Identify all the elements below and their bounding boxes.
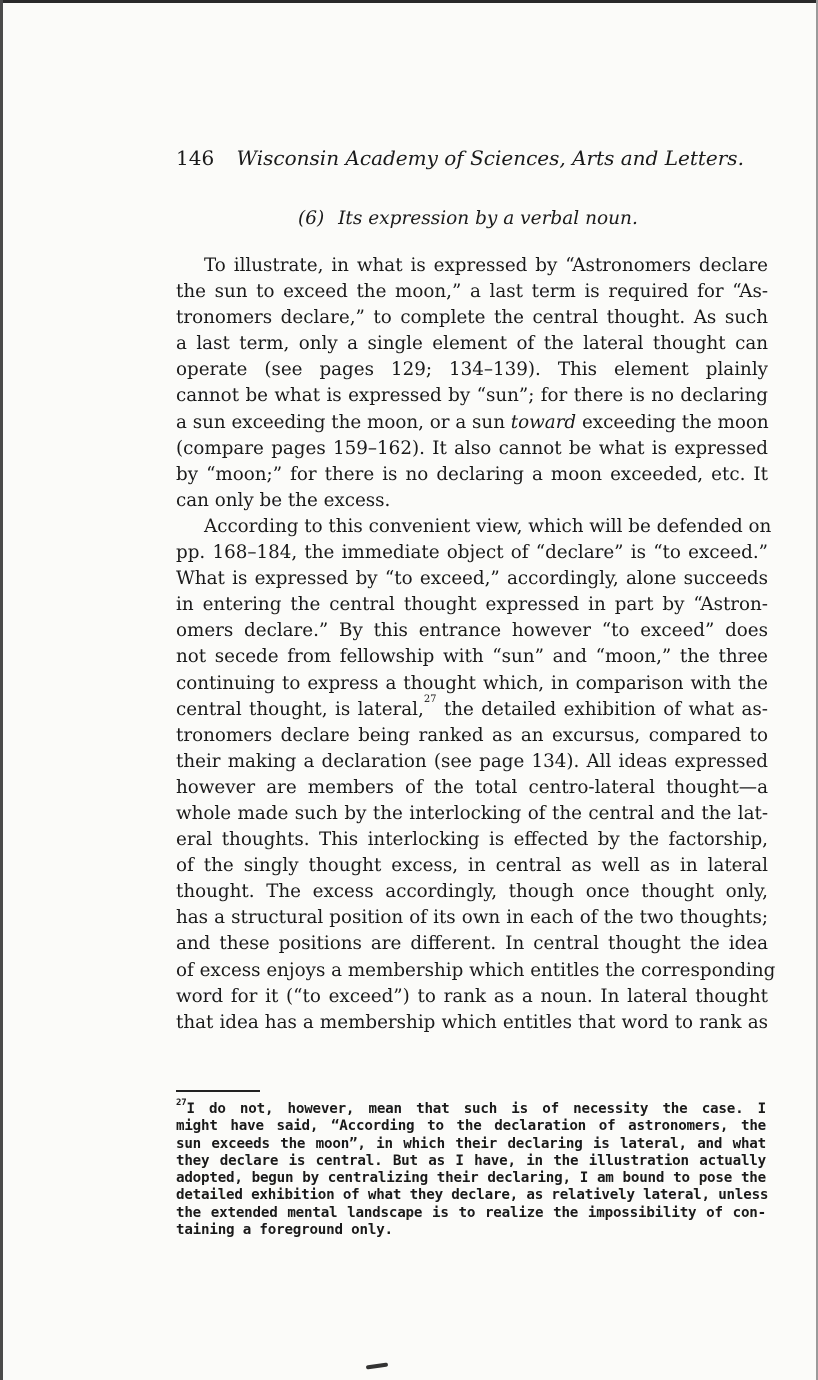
- section-subheading: [298, 208, 638, 229]
- footnote-line: sun exceeds the moon”, in which their declaring is lateral, and what: [176, 1135, 766, 1152]
- body-line: operate (see pages 129; 134–139). This element plainly: [176, 359, 768, 381]
- body-line: tronomers declare being ranked as an excursus, compared to: [176, 724, 768, 746]
- footnote-line: adopted, begun by centralizing their declaring, I am bound to pose the: [176, 1170, 766, 1187]
- body-line: a last term, only a single element of the lateral thought can: [176, 333, 768, 355]
- footnote-line: detailed exhibition of what they declare, as relatively lateral, unless: [176, 1187, 769, 1204]
- emphasis-toward: toward: [510, 411, 577, 433]
- footnote-line: might have said, “According to the declaration of astronomers, the: [176, 1118, 766, 1135]
- body-line: tronomers declare,” to complete the central thought. As such: [176, 307, 768, 329]
- page-number: 146: [176, 146, 215, 170]
- body-line: of the singly thought excess, in central as well as in lateral: [176, 855, 768, 877]
- body-line: According to this convenient view, which will be defended on: [204, 515, 772, 537]
- body-line-part: the detailed exhibition of what as-: [436, 698, 768, 720]
- footnote-marker: 27: [176, 1098, 187, 1108]
- left-edge: [0, 0, 3, 1380]
- body-line: by “moon;” for there is no declaring a moon exceeded, etc. It: [176, 463, 768, 485]
- body-line: cannot be what is expressed by “sun”; for there is no declaring: [176, 385, 768, 407]
- subheading-number: (6): [298, 208, 325, 229]
- body-line: can only be the excess.: [176, 489, 391, 511]
- body-line: [176, 693, 768, 723]
- body-line: that idea has a membership which entitles that word to rank as: [176, 1011, 768, 1033]
- body-line: the sun to exceed the moon,” a last term is required for “As-: [176, 281, 768, 303]
- body-line: word for it (“to exceed”) to rank as a noun. In lateral thought: [176, 985, 768, 1007]
- body-line: What is expressed by “to exceed,” accordingly, alone succeeds: [176, 568, 768, 590]
- body-line: of excess enjoys a membership which entitles the corresponding: [176, 959, 776, 981]
- footnote-line-text: I do not, however, mean that such is of necessity the case. I: [186, 1101, 766, 1117]
- body-line: continuing to express a thought which, in comparison with the: [176, 672, 768, 694]
- body-line: their making a declaration (see page 134). All ideas expressed: [176, 750, 768, 772]
- body-line: thought. The excess accordingly, though once thought only,: [176, 881, 768, 903]
- body-line: however are members of the total centro-lateral thought—a: [176, 776, 768, 798]
- body-line-part: central thought, is lateral,: [176, 698, 424, 720]
- footnote-divider: [176, 1090, 260, 1092]
- body-line: eral thoughts. This interlocking is effected by the factorship,: [176, 829, 768, 851]
- body-line-part: exceeding the moon: [576, 411, 769, 433]
- subheading-title: Its expression by a verbal noun.: [338, 208, 638, 229]
- footnote: [176, 1098, 769, 1239]
- scan-smudge: [366, 1362, 388, 1369]
- footnote-line: [176, 1098, 766, 1118]
- footnote-line: taining a foreground only.: [176, 1222, 393, 1239]
- body-line: has a structural position of its own in each of the two thoughts;: [176, 907, 768, 929]
- body-line: To illustrate, in what is expressed by “Astronomers declare: [204, 255, 768, 276]
- body-line: not secede from fellowship with “sun” and “moon,” the three: [176, 646, 768, 668]
- footnote-line: the extended mental landscape is to realize the impossibility of con-: [176, 1204, 766, 1221]
- body-line: pp. 168–184, the immediate object of “declare” is “to exceed.”: [176, 542, 768, 564]
- running-header: [176, 143, 744, 173]
- body-text: [176, 253, 776, 1036]
- body-line: (compare pages 159–162). It also cannot be what is expressed: [176, 437, 768, 459]
- top-edge: [0, 0, 818, 3]
- journal-title: Wisconsin Academy of Sciences, Arts and Letters.: [236, 146, 744, 170]
- footnote-reference[interactable]: 27: [423, 693, 437, 705]
- body-line: in entering the central thought expressed in part by “Astron-: [176, 594, 768, 616]
- body-line-part: a sun exceeding the moon, or a sun: [176, 411, 511, 433]
- body-line: whole made such by the interlocking of the central and the lat-: [176, 802, 768, 824]
- body-line: and these positions are different. In central thought the idea: [176, 933, 768, 955]
- body-line: [176, 410, 768, 436]
- body-line: omers declare.” By this entrance however “to exceed” does: [176, 620, 768, 642]
- footnote-line: they declare is central. But as I have, in the illustration actually: [176, 1152, 766, 1169]
